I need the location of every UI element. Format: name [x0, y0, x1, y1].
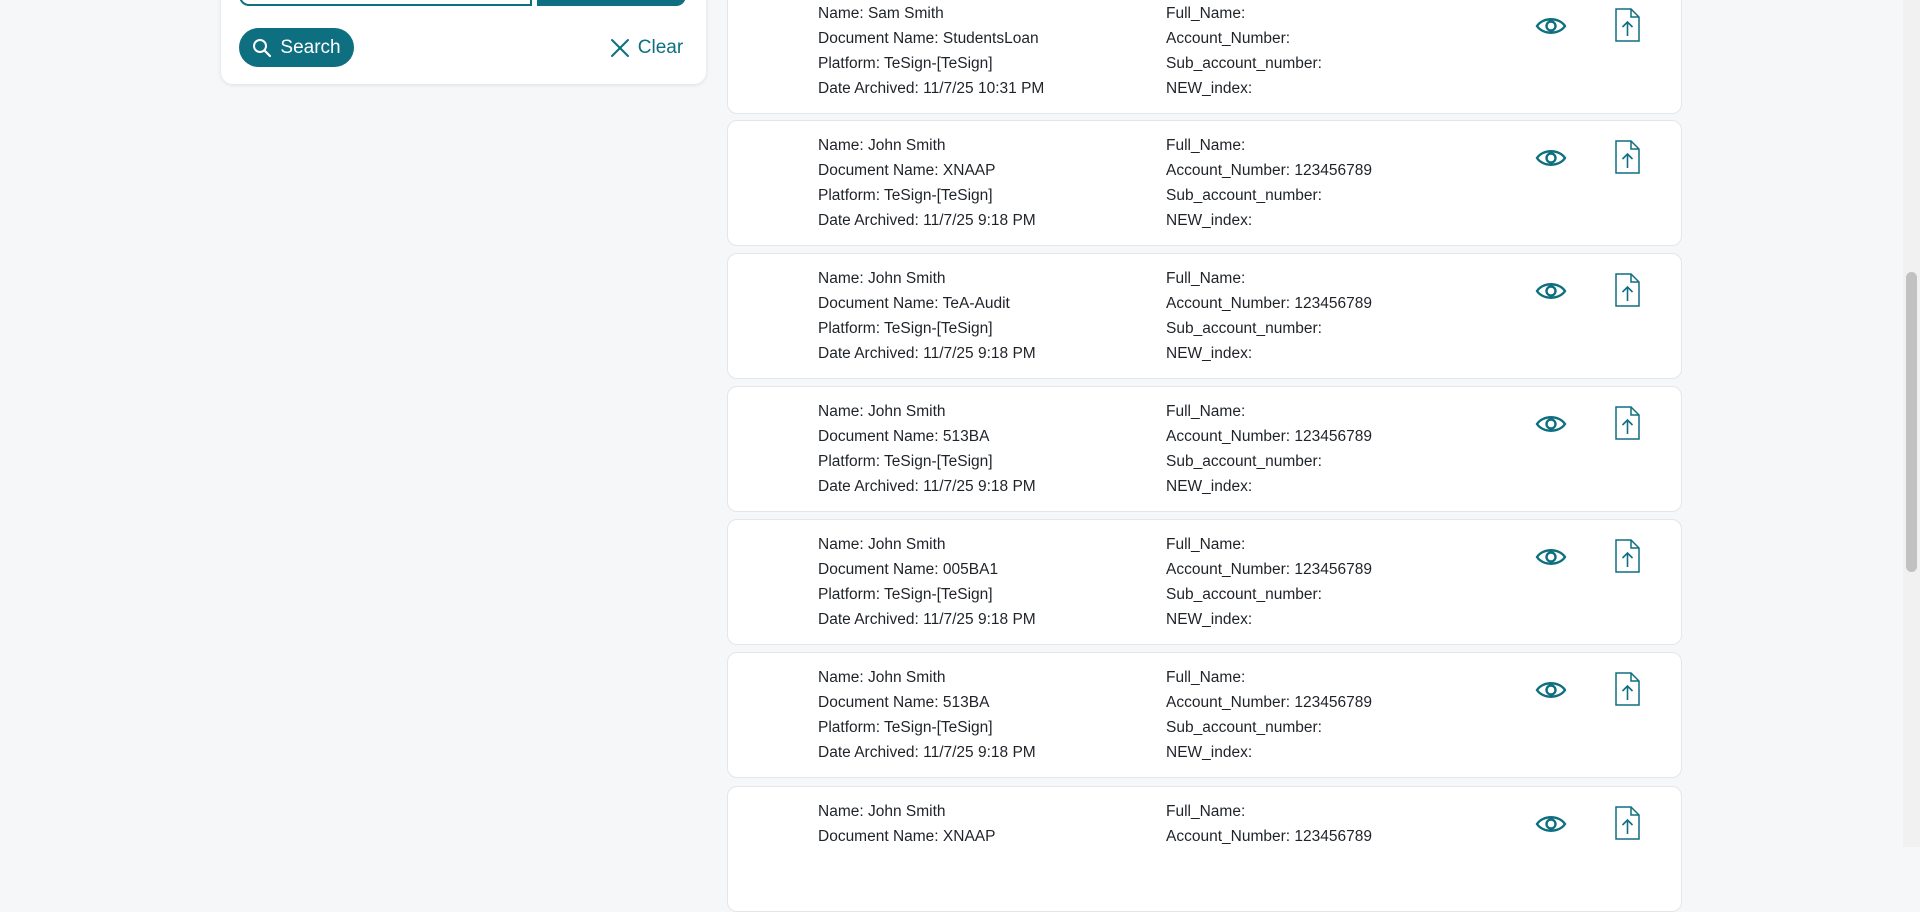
- eye-icon: [1535, 813, 1567, 835]
- record-platform: Platform: TeSign-[TeSign]: [818, 719, 993, 736]
- record-sub-account-number: Sub_account_number:: [1166, 55, 1322, 72]
- view-button[interactable]: [1534, 276, 1568, 306]
- record-name: Name: Sam Smith: [818, 5, 944, 22]
- record-name: Name: John Smith: [818, 270, 946, 287]
- record-document-name: Document Name: XNAAP: [818, 162, 996, 179]
- record-new-index: NEW_index:: [1166, 478, 1253, 495]
- eye-icon: [1535, 147, 1567, 169]
- search-input[interactable]: [239, 0, 532, 6]
- file-upload-icon: [1614, 539, 1640, 573]
- record-document-name: Document Name: 005BA1: [818, 561, 999, 578]
- record-details: [818, 532, 1036, 632]
- record-account-number: Account_Number: 123456789: [1166, 295, 1372, 312]
- result-card: [727, 519, 1682, 645]
- result-card: [727, 0, 1682, 114]
- record-account-number: Account_Number:: [1166, 30, 1291, 47]
- record-index-fields: [1166, 133, 1372, 233]
- record-sub-account-number: Sub_account_number:: [1166, 453, 1322, 470]
- result-card: [727, 786, 1682, 912]
- record-full-name: Full_Name:: [1166, 137, 1246, 154]
- record-new-index: NEW_index:: [1166, 212, 1253, 229]
- eye-icon: [1535, 15, 1567, 37]
- record-full-name: Full_Name:: [1166, 5, 1246, 22]
- record-document-name: Document Name: XNAAP: [818, 828, 996, 845]
- eye-icon: [1535, 280, 1567, 302]
- record-platform: Platform: TeSign-[TeSign]: [818, 320, 993, 337]
- result-card: [727, 652, 1682, 778]
- record-index-fields: [1166, 1, 1322, 101]
- record-date-archived: Date Archived: 11/7/25 9:18 PM: [818, 611, 1036, 628]
- view-button[interactable]: [1534, 409, 1568, 439]
- record-details: [818, 799, 995, 849]
- record-account-number: Account_Number: 123456789: [1166, 828, 1372, 845]
- search-icon: [252, 38, 272, 58]
- result-card: [727, 386, 1682, 512]
- view-button[interactable]: [1534, 675, 1568, 705]
- file-upload-icon: [1614, 273, 1640, 307]
- eye-icon: [1535, 546, 1567, 568]
- view-button[interactable]: [1534, 143, 1568, 173]
- record-platform: Platform: TeSign-[TeSign]: [818, 453, 993, 470]
- search-button[interactable]: [239, 28, 354, 67]
- upload-button[interactable]: [1612, 805, 1642, 841]
- clear-button-label: Clear: [637, 36, 684, 58]
- record-date-archived: Date Archived: 11/7/25 9:18 PM: [818, 212, 1036, 229]
- record-account-number: Account_Number: 123456789: [1166, 561, 1372, 578]
- record-account-number: Account_Number: 123456789: [1166, 428, 1372, 445]
- file-upload-icon: [1614, 140, 1640, 174]
- record-full-name: Full_Name:: [1166, 803, 1246, 820]
- record-name: Name: John Smith: [818, 536, 946, 553]
- view-button[interactable]: [1534, 11, 1568, 41]
- upload-button[interactable]: [1612, 272, 1642, 308]
- record-full-name: Full_Name:: [1166, 403, 1246, 420]
- record-account-number: Account_Number: 123456789: [1166, 162, 1372, 179]
- record-full-name: Full_Name:: [1166, 270, 1246, 287]
- record-name: Name: John Smith: [818, 403, 946, 420]
- search-button-label: Search: [280, 36, 341, 58]
- search-panel: [221, 0, 706, 84]
- record-name: Name: John Smith: [818, 669, 946, 686]
- upload-button[interactable]: [1612, 405, 1642, 441]
- record-date-archived: Date Archived: 11/7/25 9:18 PM: [818, 478, 1036, 495]
- record-account-number: Account_Number: 123456789: [1166, 694, 1372, 711]
- close-icon: [610, 38, 630, 58]
- record-sub-account-number: Sub_account_number:: [1166, 719, 1322, 736]
- upload-button[interactable]: [1612, 671, 1642, 707]
- file-upload-icon: [1614, 8, 1640, 42]
- clear-button[interactable]: [599, 28, 694, 67]
- record-sub-account-number: Sub_account_number:: [1166, 320, 1322, 337]
- record-new-index: NEW_index:: [1166, 80, 1253, 97]
- record-document-name: Document Name: 513BA: [818, 428, 990, 445]
- record-details: [818, 665, 1036, 765]
- record-index-fields: [1166, 665, 1372, 765]
- record-index-fields: [1166, 399, 1372, 499]
- upload-button[interactable]: [1612, 538, 1642, 574]
- record-platform: Platform: TeSign-[TeSign]: [818, 55, 993, 72]
- record-date-archived: Date Archived: 11/7/25 10:31 PM: [818, 80, 1045, 97]
- record-sub-account-number: Sub_account_number:: [1166, 187, 1322, 204]
- record-new-index: NEW_index:: [1166, 345, 1253, 362]
- record-index-fields: [1166, 266, 1372, 366]
- eye-icon: [1535, 679, 1567, 701]
- record-details: [818, 399, 1036, 499]
- record-date-archived: Date Archived: 11/7/25 9:18 PM: [818, 744, 1036, 761]
- record-platform: Platform: TeSign-[TeSign]: [818, 187, 993, 204]
- record-document-name: Document Name: 513BA: [818, 694, 990, 711]
- result-card: [727, 120, 1682, 246]
- search-field-button[interactable]: [537, 0, 686, 6]
- record-date-archived: Date Archived: 11/7/25 9:18 PM: [818, 345, 1036, 362]
- record-name: Name: John Smith: [818, 137, 946, 154]
- upload-button[interactable]: [1612, 7, 1642, 43]
- view-button[interactable]: [1534, 542, 1568, 572]
- record-full-name: Full_Name:: [1166, 536, 1246, 553]
- upload-button[interactable]: [1612, 139, 1642, 175]
- record-platform: Platform: TeSign-[TeSign]: [818, 586, 993, 603]
- record-details: [818, 266, 1036, 366]
- view-button[interactable]: [1534, 809, 1568, 839]
- record-index-fields: [1166, 532, 1372, 632]
- scrollbar-thumb[interactable]: [1906, 272, 1917, 572]
- record-index-fields: [1166, 799, 1372, 849]
- file-upload-icon: [1614, 806, 1640, 840]
- record-document-name: Document Name: TeA-Audit: [818, 295, 1010, 312]
- record-new-index: NEW_index:: [1166, 744, 1253, 761]
- record-document-name: Document Name: StudentsLoan: [818, 30, 1039, 47]
- record-name: Name: John Smith: [818, 803, 946, 820]
- record-sub-account-number: Sub_account_number:: [1166, 586, 1322, 603]
- eye-icon: [1535, 413, 1567, 435]
- file-upload-icon: [1614, 672, 1640, 706]
- record-new-index: NEW_index:: [1166, 611, 1253, 628]
- record-details: [818, 133, 1036, 233]
- record-full-name: Full_Name:: [1166, 669, 1246, 686]
- record-details: [818, 1, 1044, 101]
- scrollbar[interactable]: [1903, 0, 1920, 847]
- result-card: [727, 253, 1682, 379]
- file-upload-icon: [1614, 406, 1640, 440]
